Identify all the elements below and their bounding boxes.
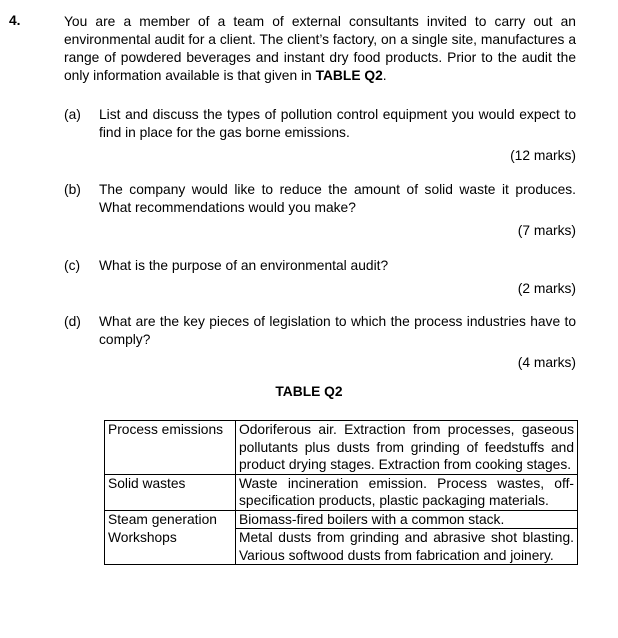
question-number: 4. bbox=[9, 13, 21, 28]
table-row bbox=[105, 421, 578, 475]
table-cell-description: Biomass-fired boilers with a common stack. bbox=[236, 510, 578, 529]
table-cell-category: Steam generation bbox=[105, 510, 236, 529]
table-cell-category: Workshops bbox=[105, 529, 236, 565]
table-row bbox=[105, 510, 578, 529]
table-cell-description: Metal dusts from grinding and abrasive shot blasting. Various softwood dusts from fabrication and joinery. bbox=[236, 529, 578, 565]
part-marks: (12 marks) bbox=[510, 148, 576, 163]
intro-text: You are a member of a team of external consultants invited to carry out an environmental audit for a client. The client’s factory, on a single site, manufactures a range of powdered beverages and instant dry food products. Prior to the audit the only information available is that given in bbox=[64, 14, 576, 83]
table-title: TABLE Q2 bbox=[275, 384, 343, 399]
part-label: (a) bbox=[64, 107, 81, 122]
table-row bbox=[105, 474, 578, 510]
part-text: What are the key pieces of legislation to which the process industries have to comply? bbox=[99, 314, 576, 347]
part-c bbox=[64, 257, 576, 298]
table-cell-category: Process emissions bbox=[105, 421, 236, 475]
part-marks: (2 marks) bbox=[517, 281, 576, 296]
part-label: (b) bbox=[64, 182, 81, 197]
intro-end: . bbox=[382, 68, 387, 83]
part-text: List and discuss the types of pollution control equipment you would expect to find in place for the gas borne emissions. bbox=[99, 107, 576, 140]
part-d bbox=[64, 313, 576, 372]
question-intro bbox=[64, 13, 576, 85]
table-cell-category: Solid wastes bbox=[105, 474, 236, 510]
part-label: (c) bbox=[64, 258, 81, 273]
part-b bbox=[64, 181, 576, 240]
part-text: What is the purpose of an environmental audit? bbox=[99, 258, 389, 273]
part-marks: (4 marks) bbox=[517, 355, 576, 370]
part-marks: (7 marks) bbox=[517, 223, 576, 238]
table-cell-description: Odoriferous air. Extraction from processes, gaseous pollutants plus dusts from grinding of feedstuffs and product drying stages. Extraction from cooking stages. bbox=[236, 421, 578, 475]
table-reference: TABLE Q2 bbox=[315, 68, 383, 83]
part-text: The company would like to reduce the amount of solid waste it produces. What recommendations would you make? bbox=[99, 182, 576, 215]
table-q2 bbox=[104, 420, 578, 565]
part-label: (d) bbox=[64, 314, 81, 329]
table-cell-description: Waste incineration emission. Process wastes, off-specification products, plastic packaging materials. bbox=[236, 474, 578, 510]
part-a bbox=[64, 106, 576, 165]
table-row bbox=[105, 529, 578, 565]
